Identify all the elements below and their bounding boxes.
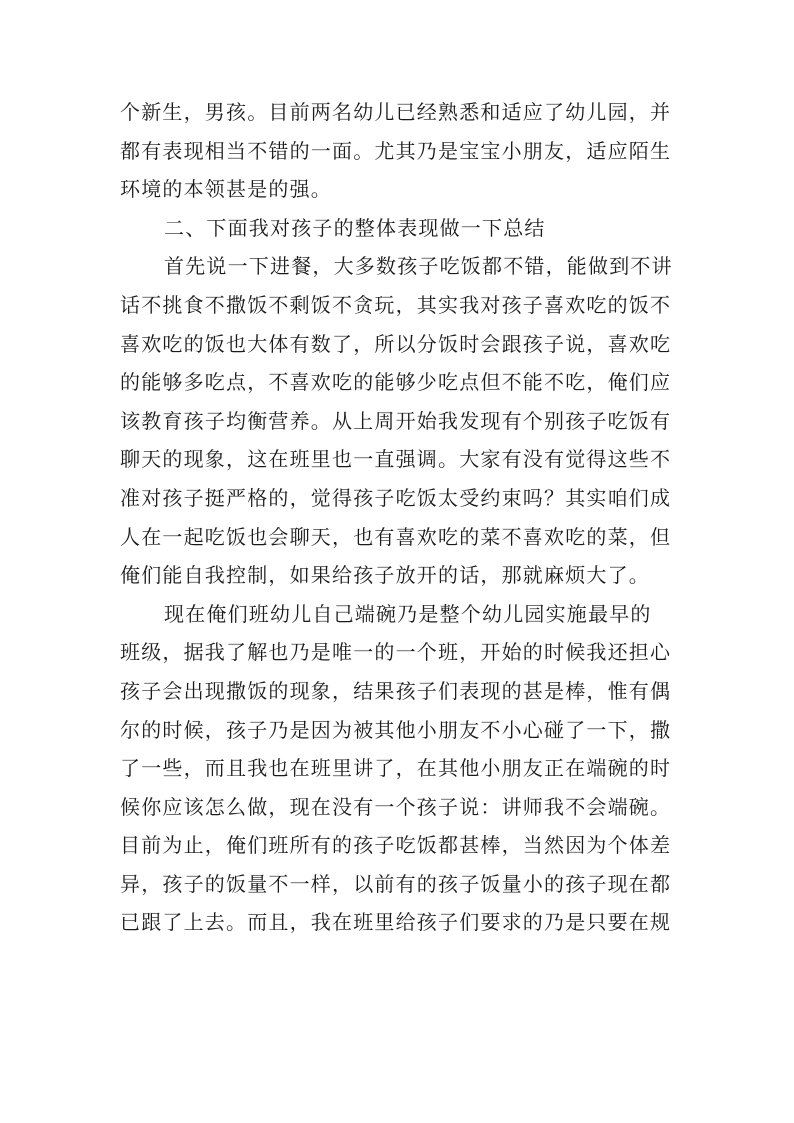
text-line: 候你应该怎么做，现在没有一个孩子说：讲师我不会端碗。 [120, 794, 672, 819]
text-line: 异，孩子的饭量不一样，以前有的孩子饭量小的孩子现在都 [120, 871, 672, 896]
text-line: 个新生，男孩。目前两名幼儿已经熟悉和适应了幼儿园，并 [120, 100, 672, 124]
paragraph-start-line: 现在俺们班幼儿自己端碗乃是整个幼儿园实施最早的 [164, 601, 652, 626]
body-text [120, 93, 676, 942]
text-line: 聊天的现象，这在班里也一直强调。大家有没有觉得这些不 [120, 447, 672, 472]
text-line: 准对孩子挺严格的，觉得孩子吃饭太受约束吗？其实咱们成 [120, 485, 672, 510]
text-line: 俺们能自我控制，如果给孩子放开的话，那就麻烦大了。 [120, 563, 650, 588]
text-line: 班级，据我了解也乃是唯一的一个班，开始的时候我还担心 [120, 640, 672, 665]
section-heading: 二、下面我对孩子的整体表现做一下总结 [164, 215, 546, 240]
text-line: 都有表现相当不错的一面。尤其乃是宝宝小朋友，适应陌生 [120, 138, 672, 163]
text-line: 的能够多吃点，不喜欢吃的能够少吃点但不能不吃，俺们应 [120, 370, 672, 395]
text-line: 人在一起吃饭也会聊天，也有喜欢吃的菜不喜欢吃的菜，但 [120, 524, 672, 549]
text-line: 了一些，而且我也在班里讲了，在其他小朋友正在端碗的时 [120, 756, 672, 781]
text-line: 话不挑食不撒饭不剩饭不贪玩，其实我对孩子喜欢吃的饭不 [120, 292, 672, 317]
text-line: 喜欢吃的饭也大体有数了，所以分饭时会跟孩子说，喜欢吃 [120, 331, 672, 356]
text-line: 环境的本领甚是的强。 [120, 177, 332, 202]
text-line: 尔的时候，孩子乃是因为被其他小朋友不小心碰了一下，撒 [120, 717, 672, 742]
text-line: 已跟了上去。而且，我在班里给孩子们要求的乃是只要在规 [120, 910, 672, 935]
text-line: 目前为止，俺们班所有的孩子吃饭都甚棒，当然因为个体差 [120, 833, 672, 858]
text-line: 该教育孩子均衡营养。从上周开始我发现有个别孩子吃饭有 [120, 408, 672, 433]
paragraph-start-line: 首先说一下进餐，大多数孩子吃饭都不错，能做到不讲 [164, 254, 673, 279]
text-line: 孩子会出现撒饭的现象，结果孩子们表现的甚是棒，惟有偶 [120, 678, 672, 703]
